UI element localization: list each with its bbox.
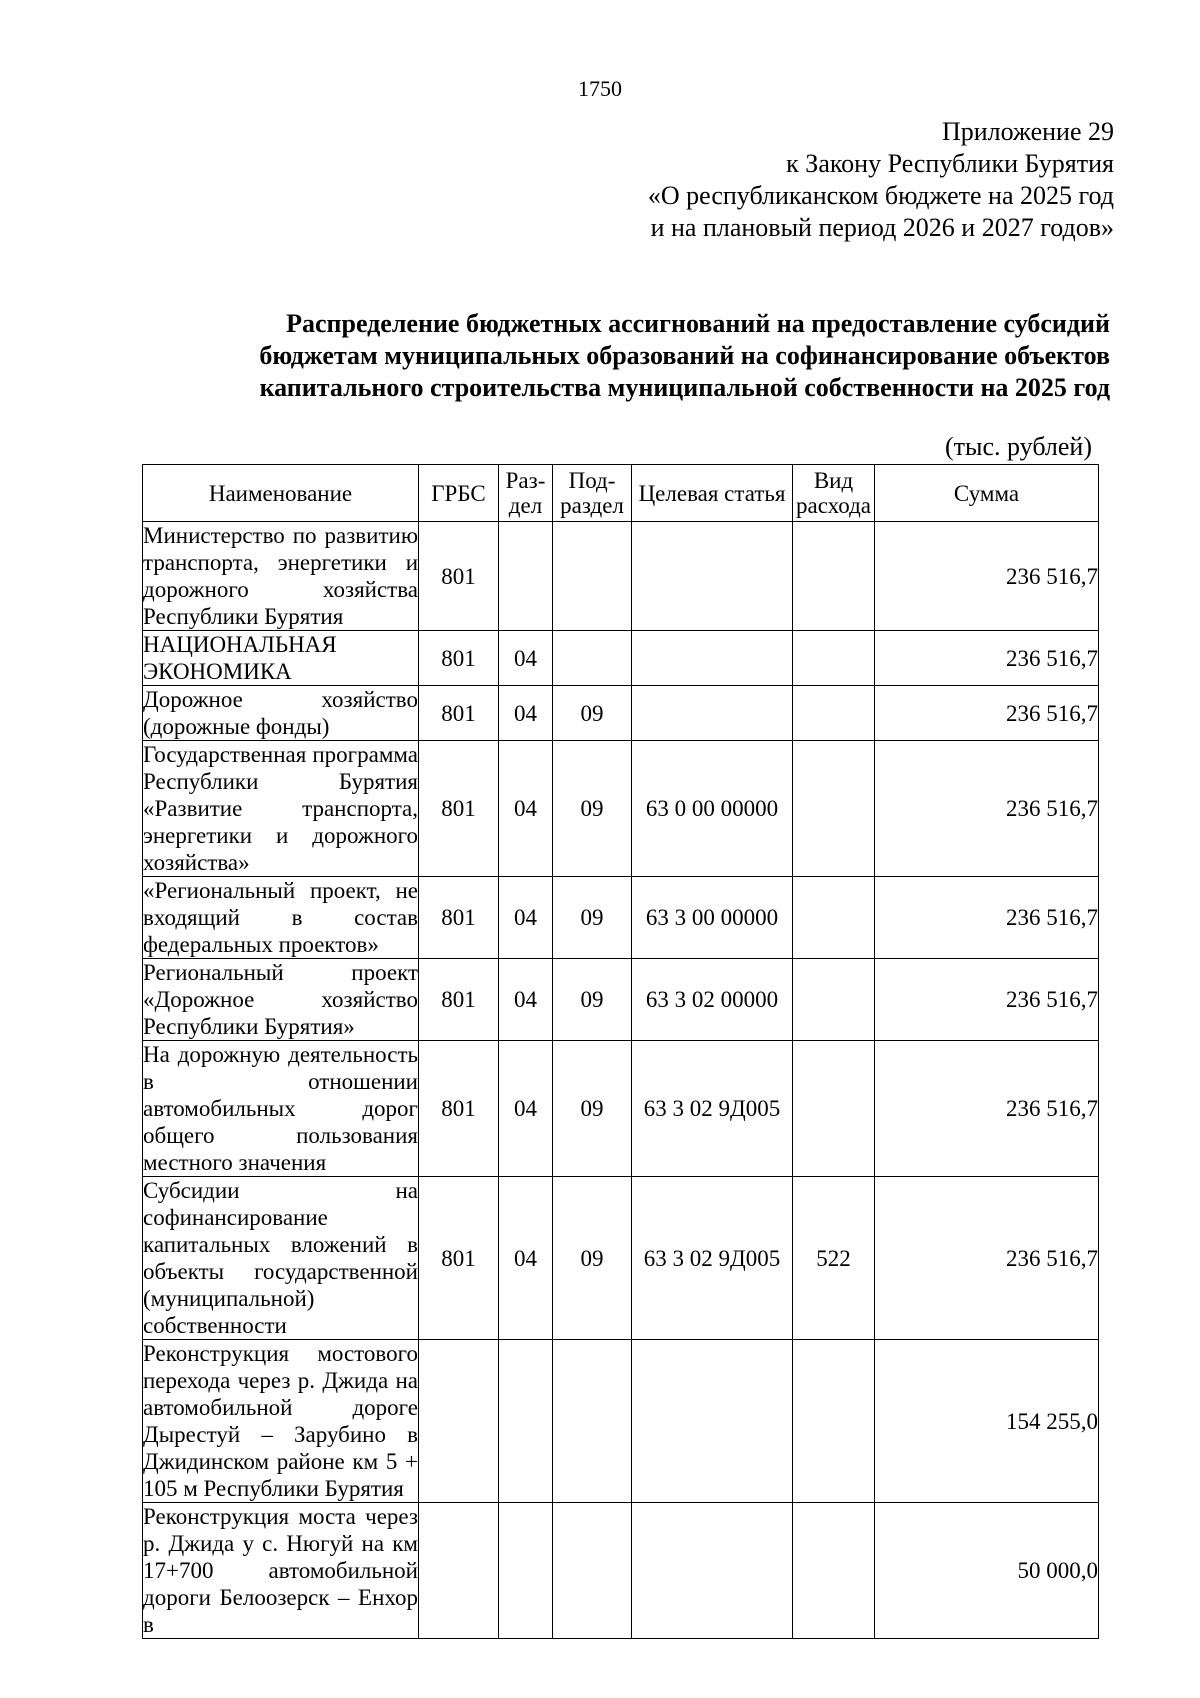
cell-razdel: 04	[499, 959, 553, 1041]
cell-podrazdel: 09	[553, 1177, 632, 1340]
cell-target: 63 3 00 00000	[632, 877, 793, 959]
cell-name: Реконструкция моста через р. Джида у с. Нюгуй на км 17+700 автомобильной дороги Белоозерск – Енхор в	[143, 1504, 418, 1637]
cell-sum: 236 516,7	[875, 1041, 1099, 1177]
table-row	[143, 741, 1099, 877]
cell-grbs: 801	[419, 1041, 499, 1177]
cell-razdel: 04	[499, 1041, 553, 1177]
cell-target: 63 3 02 00000	[632, 959, 793, 1041]
appendix-line: «О республиканском бюджете на 2025 год	[647, 181, 1114, 210]
header-grbs: ГРБС	[419, 465, 499, 522]
cell-grbs: 801	[419, 1177, 499, 1340]
cell-sum: 236 516,7	[875, 686, 1099, 741]
cell-grbs: 801	[419, 959, 499, 1041]
table-header-row	[143, 465, 1099, 522]
cell-vid	[793, 631, 875, 686]
cell-name: «Региональный проект, не входящий в состав федеральных проектов»	[143, 878, 418, 957]
header-razdel-line: дел	[508, 493, 543, 518]
appendix-line: Приложение 29	[941, 117, 1114, 146]
cell-razdel	[499, 522, 553, 631]
title-line: капитального строительства муниципальной собственности на 2025 год	[259, 373, 1110, 402]
table-row	[143, 1503, 1099, 1639]
cell-vid	[793, 1503, 875, 1639]
cell-target	[632, 686, 793, 741]
cell-podrazdel: 09	[553, 686, 632, 741]
cell-grbs: 801	[419, 522, 499, 631]
cell-podrazdel	[553, 1340, 632, 1503]
cell-name: НАЦИОНАЛЬНАЯ ЭКОНОМИКА	[143, 631, 419, 686]
table-row	[143, 1340, 1099, 1503]
cell-vid: 522	[793, 1177, 875, 1340]
cell-target: 63 3 02 9Д005	[632, 1041, 793, 1177]
header-podrazdel	[553, 465, 632, 522]
cell-name: Региональный проект «Дорожное хозяйство Республики Бурятия»	[143, 960, 418, 1039]
cell-name: На дорожную деятельность в отношении автомобильных дорог общего пользования местного значения	[143, 1042, 418, 1175]
cell-name: Реконструкция мостового перехода через р. Джида на автомобильной дороге Дырестуй – Зарубино в Джидинском районе км 5 + 105 м Республики Бурятия	[143, 1341, 418, 1501]
header-vid	[793, 465, 875, 522]
cell-target	[632, 1340, 793, 1503]
cell-podrazdel	[553, 1503, 632, 1639]
cell-razdel: 04	[499, 631, 553, 686]
header-vid-line: Вид	[813, 468, 854, 493]
cell-grbs: 801	[419, 631, 499, 686]
cell-sum: 236 516,7	[875, 877, 1099, 959]
cell-podrazdel: 09	[553, 877, 632, 959]
cell-name: Субсидии на софинансирование капитальных вложений в объекты государственной (муниципальной) собственности	[143, 1178, 418, 1338]
cell-grbs: 801	[419, 686, 499, 741]
cell-razdel: 04	[499, 1177, 553, 1340]
cell-name: Дорожное хозяйство (дорожные фонды)	[143, 687, 418, 739]
cell-sum: 236 516,7	[875, 522, 1099, 631]
cell-sum: 236 516,7	[875, 1177, 1099, 1340]
cell-name: Государственная программа Республики Бурятия «Развитие транспорта, энергетики и дорожного хозяйства»	[143, 742, 418, 875]
header-sum: Сумма	[875, 465, 1099, 522]
cell-grbs: 801	[419, 741, 499, 877]
header-vid-line: расхода	[796, 493, 871, 518]
table-row	[143, 877, 1099, 959]
cell-sum: 236 516,7	[875, 631, 1099, 686]
title-line: Распределение бюджетных ассигнований на предоставление субсидий	[286, 309, 1110, 338]
cell-vid	[793, 686, 875, 741]
cell-grbs	[419, 1503, 499, 1639]
cell-podrazdel	[553, 522, 632, 631]
units-label: (тыс. рублей)	[944, 432, 1092, 461]
cell-target	[632, 631, 793, 686]
cell-podrazdel: 09	[553, 959, 632, 1041]
appendix-line: и на плановый период 2026 и 2027 годов»	[650, 213, 1114, 242]
cell-name: Министерство по развитию транспорта, энергетики и дорожного хозяйства Республики Бурятия	[143, 523, 418, 629]
cell-sum: 154 255,0	[875, 1340, 1099, 1503]
cell-target	[632, 522, 793, 631]
header-razdel-line: Раз-	[505, 468, 546, 493]
header-name: Наименование	[143, 465, 419, 522]
appendix-line: к Закону Республики Бурятия	[786, 149, 1114, 178]
cell-vid	[793, 741, 875, 877]
cell-vid	[793, 1041, 875, 1177]
cell-podrazdel	[553, 631, 632, 686]
header-target: Целевая статья	[632, 465, 793, 522]
cell-podrazdel: 09	[553, 741, 632, 877]
cell-sum: 50 000,0	[875, 1503, 1099, 1639]
cell-vid	[793, 959, 875, 1041]
cell-target	[632, 1503, 793, 1639]
allocation-table	[142, 464, 1099, 1639]
table-row	[143, 631, 1099, 686]
header-razdel	[499, 465, 553, 522]
cell-target: 63 0 00 00000	[632, 741, 793, 877]
appendix-header	[648, 116, 1114, 244]
table-row	[143, 1177, 1099, 1340]
cell-target: 63 3 02 9Д005	[632, 1177, 793, 1340]
header-podrazdel-line: Под-	[568, 468, 616, 493]
header-podrazdel-line: раздел	[560, 493, 624, 518]
table-row	[143, 959, 1099, 1041]
cell-grbs: 801	[419, 877, 499, 959]
cell-razdel	[499, 1503, 553, 1639]
title-line: бюджетам муниципальных образований на софинансирование объектов	[259, 341, 1110, 370]
cell-vid	[793, 877, 875, 959]
table-row	[143, 522, 1099, 631]
document-title	[150, 308, 1110, 404]
cell-vid	[793, 522, 875, 631]
cell-razdel: 04	[499, 686, 553, 741]
cell-sum: 236 516,7	[875, 959, 1099, 1041]
table-row	[143, 686, 1099, 741]
cell-grbs	[419, 1340, 499, 1503]
cell-sum: 236 516,7	[875, 741, 1099, 877]
cell-podrazdel: 09	[553, 1041, 632, 1177]
cell-vid	[793, 1340, 875, 1503]
page-number: 1750	[578, 76, 622, 101]
cell-razdel	[499, 1340, 553, 1503]
table-row	[143, 1041, 1099, 1177]
cell-razdel: 04	[499, 877, 553, 959]
cell-razdel: 04	[499, 741, 553, 877]
